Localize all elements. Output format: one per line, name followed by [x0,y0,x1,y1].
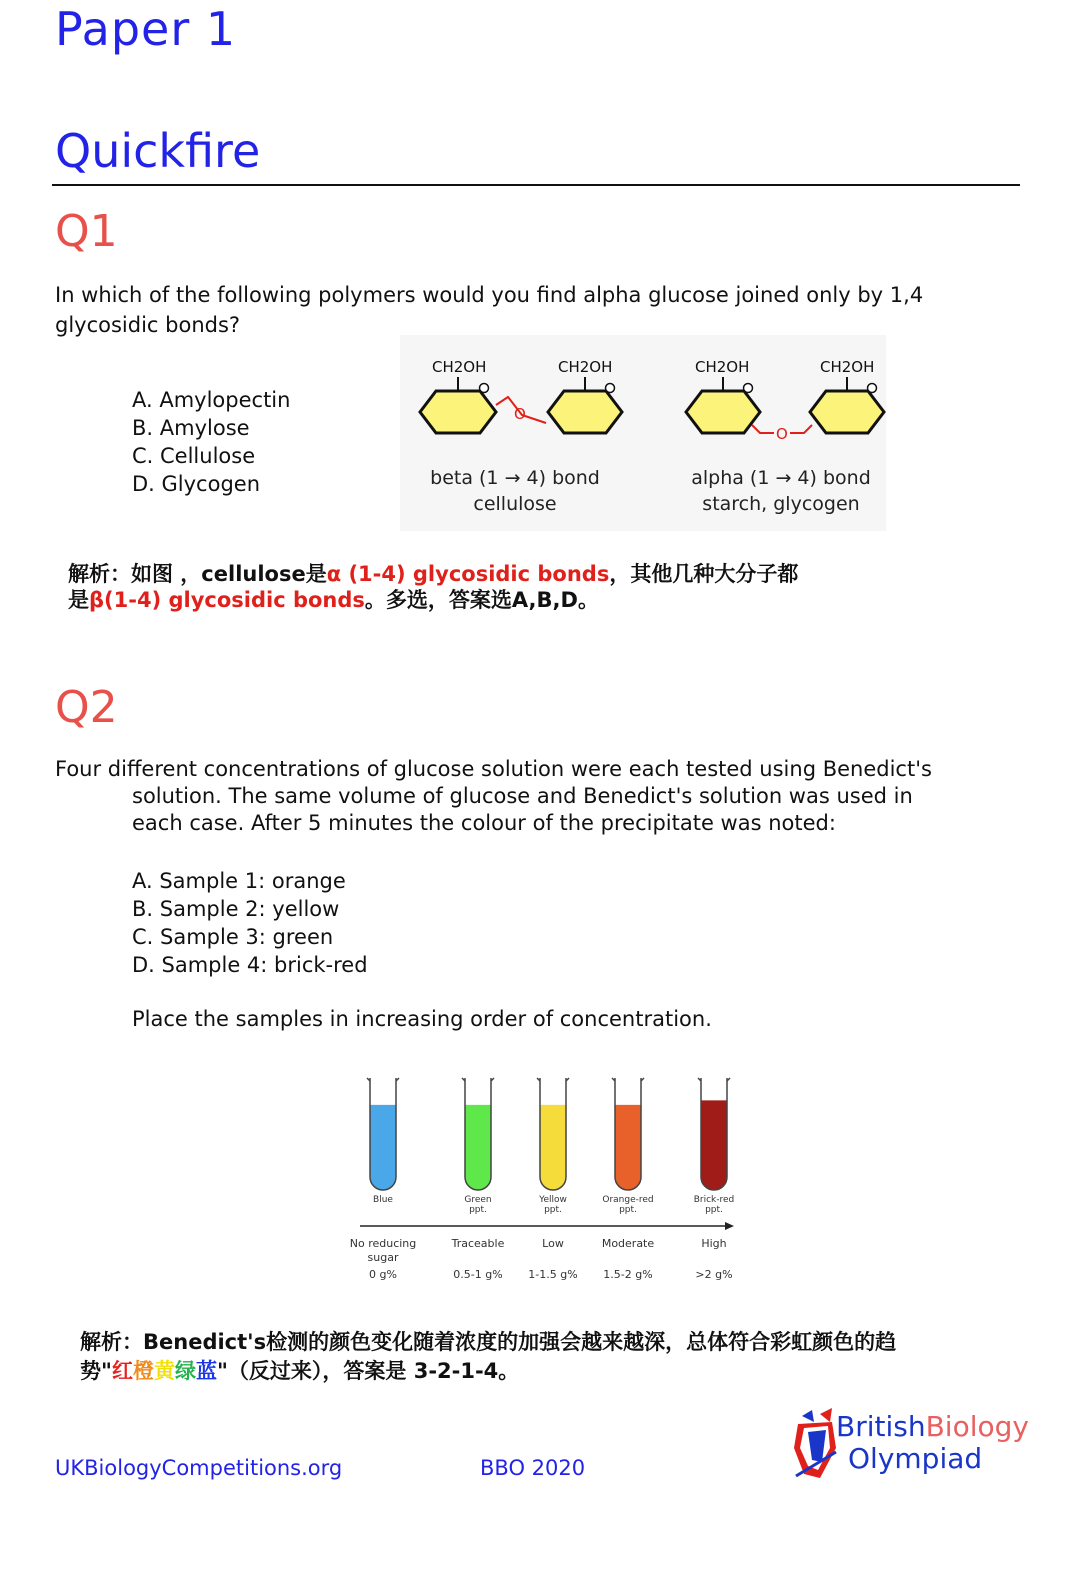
q2-option-a: A. Sample 1: orange [132,869,346,893]
ring-2-label: CH2OH [558,358,613,376]
q1-analysis-text: ，其他几种大分子都 [609,562,799,586]
q1-option-a: A. Amylopectin [132,388,291,412]
tube-level-label: sugar [367,1251,399,1264]
q1-analysis-text: 。多选，答案选A,B,D。 [364,588,599,612]
q2-option-d: D. Sample 4: brick-red [132,953,368,977]
rainbow-blue: 蓝 [195,1359,217,1383]
tube-concentration-label: 1.5-2 g% [603,1268,653,1281]
footer-website-link[interactable]: UKBiologyCompetitions.org [55,1456,343,1480]
q2-analysis-text: 势" [80,1359,112,1383]
tube-level-label: High [701,1237,727,1250]
q2-question-line: each case. After 5 minutes the colour of the precipitate was noted: [132,811,836,835]
rainbow-red: 红 [111,1359,133,1383]
beta-caption: beta (1 → 4) bond [430,467,600,489]
tube-label: Yellow [539,1195,567,1205]
ring-3 [686,358,760,433]
tube-label: Green [464,1195,492,1205]
tube-label: ppt. [705,1205,723,1215]
q2-question-line: Four different concentrations of glucose solution were each tested using Benedict's [55,757,932,781]
q2-analysis-line: 解析：Benedict's检测的颜色变化随着浓度的加强会越来越深，总体符合彩虹颜色的趋 [80,1330,897,1354]
tube-label: Blue [373,1195,393,1205]
tube-liquid [540,1105,566,1190]
ring-4 [810,358,884,433]
tube-concentration-label: 1-1.5 g% [528,1268,578,1281]
q1-analysis-highlight: β(1-4) glycosidic bonds [89,588,365,612]
ring-4-label: CH2OH [820,358,875,376]
q1-question-line: In which of the following polymers would you find alpha glucose joined only by 1,4 [55,283,924,307]
q1-question-line: glycosidic bonds? [55,313,241,337]
section-title: Quickfire [55,124,261,178]
glycosidic-bond-diagram [400,335,886,531]
q1-question [55,280,1035,340]
q1-analysis [68,561,968,613]
rainbow-green: 绿 [174,1359,196,1383]
beta-link-oxygen: O [514,405,526,423]
tube-level-label: Low [542,1237,564,1250]
q1-options [132,386,290,498]
q2-question-line: solution. The same volume of glucose and Benedict's solution was used in [132,784,913,808]
benedict-tubes-svg [330,1072,750,1287]
ring-1-label: CH2OH [432,358,487,376]
tube-concentration-label: 0 g% [369,1268,397,1281]
q2-heading: Q2 [55,682,118,733]
q1-analysis-highlight: α (1-4) glycosidic bonds [326,562,610,586]
alpha-caption: alpha (1 → 4) bond [691,467,871,489]
footer-exam-label: BBO 2020 [480,1456,586,1480]
tube-level-label: No reducing [349,1237,417,1250]
q1-option-d: D. Glycogen [132,472,261,496]
tube-label: ppt. [619,1205,637,1215]
q1-option-b: B. Amylose [132,416,250,440]
q2-options [132,867,368,979]
paper-title: Paper 1 [55,2,237,56]
q1-option-c: C. Cellulose [132,444,256,468]
tube-concentration-label: 0.5-1 g% [453,1268,503,1281]
ring-2 [548,358,622,433]
tube-level-label: Traceable [451,1237,505,1250]
tube-label: ppt. [544,1205,562,1215]
tube-liquid [465,1105,491,1190]
q1-analysis-text: 解析：如图 ，cellulose是 [68,562,327,586]
q2-option-c: C. Sample 3: green [132,925,334,949]
rainbow-yellow: 黄 [153,1359,175,1383]
tube-level-label: Moderate [601,1237,655,1250]
tube-liquid [701,1100,727,1190]
logo-text-british: British [836,1410,926,1443]
q1-analysis-text: 是 [68,588,89,612]
q2-instruction: Place the samples in increasing order of concentration. [132,1007,712,1031]
q1-heading: Q1 [55,206,118,257]
alpha-caption-polymer: starch, glycogen [702,493,860,515]
tube-label: ppt. [469,1205,487,1215]
section-divider [52,184,1020,186]
tube-concentration-label: >2 g% [695,1268,733,1281]
beta-caption-polymer: cellulose [473,493,557,515]
q2-analysis-text: "（反过来），答案是 3-2-1-4。 [216,1359,520,1383]
tube-liquid [615,1105,641,1190]
tube-label: Brick-red [693,1195,735,1205]
q2-option-b: B. Sample 2: yellow [132,897,340,921]
ring-3-label: CH2OH [695,358,750,376]
tube-label: Orange-red [602,1195,654,1205]
bbo-logo [790,1408,1030,1484]
logo-text-olympiad: Olympiad [848,1442,983,1475]
logo-text-biology: Biology [925,1410,1029,1443]
q2-analysis [80,1328,1040,1386]
ring-1 [420,358,496,433]
alpha-link-oxygen: O [776,425,788,443]
rainbow-orange: 橙 [132,1359,154,1383]
tube-liquid [370,1105,396,1190]
benedict-test-figure [330,1072,750,1287]
q2-question [55,756,1045,837]
